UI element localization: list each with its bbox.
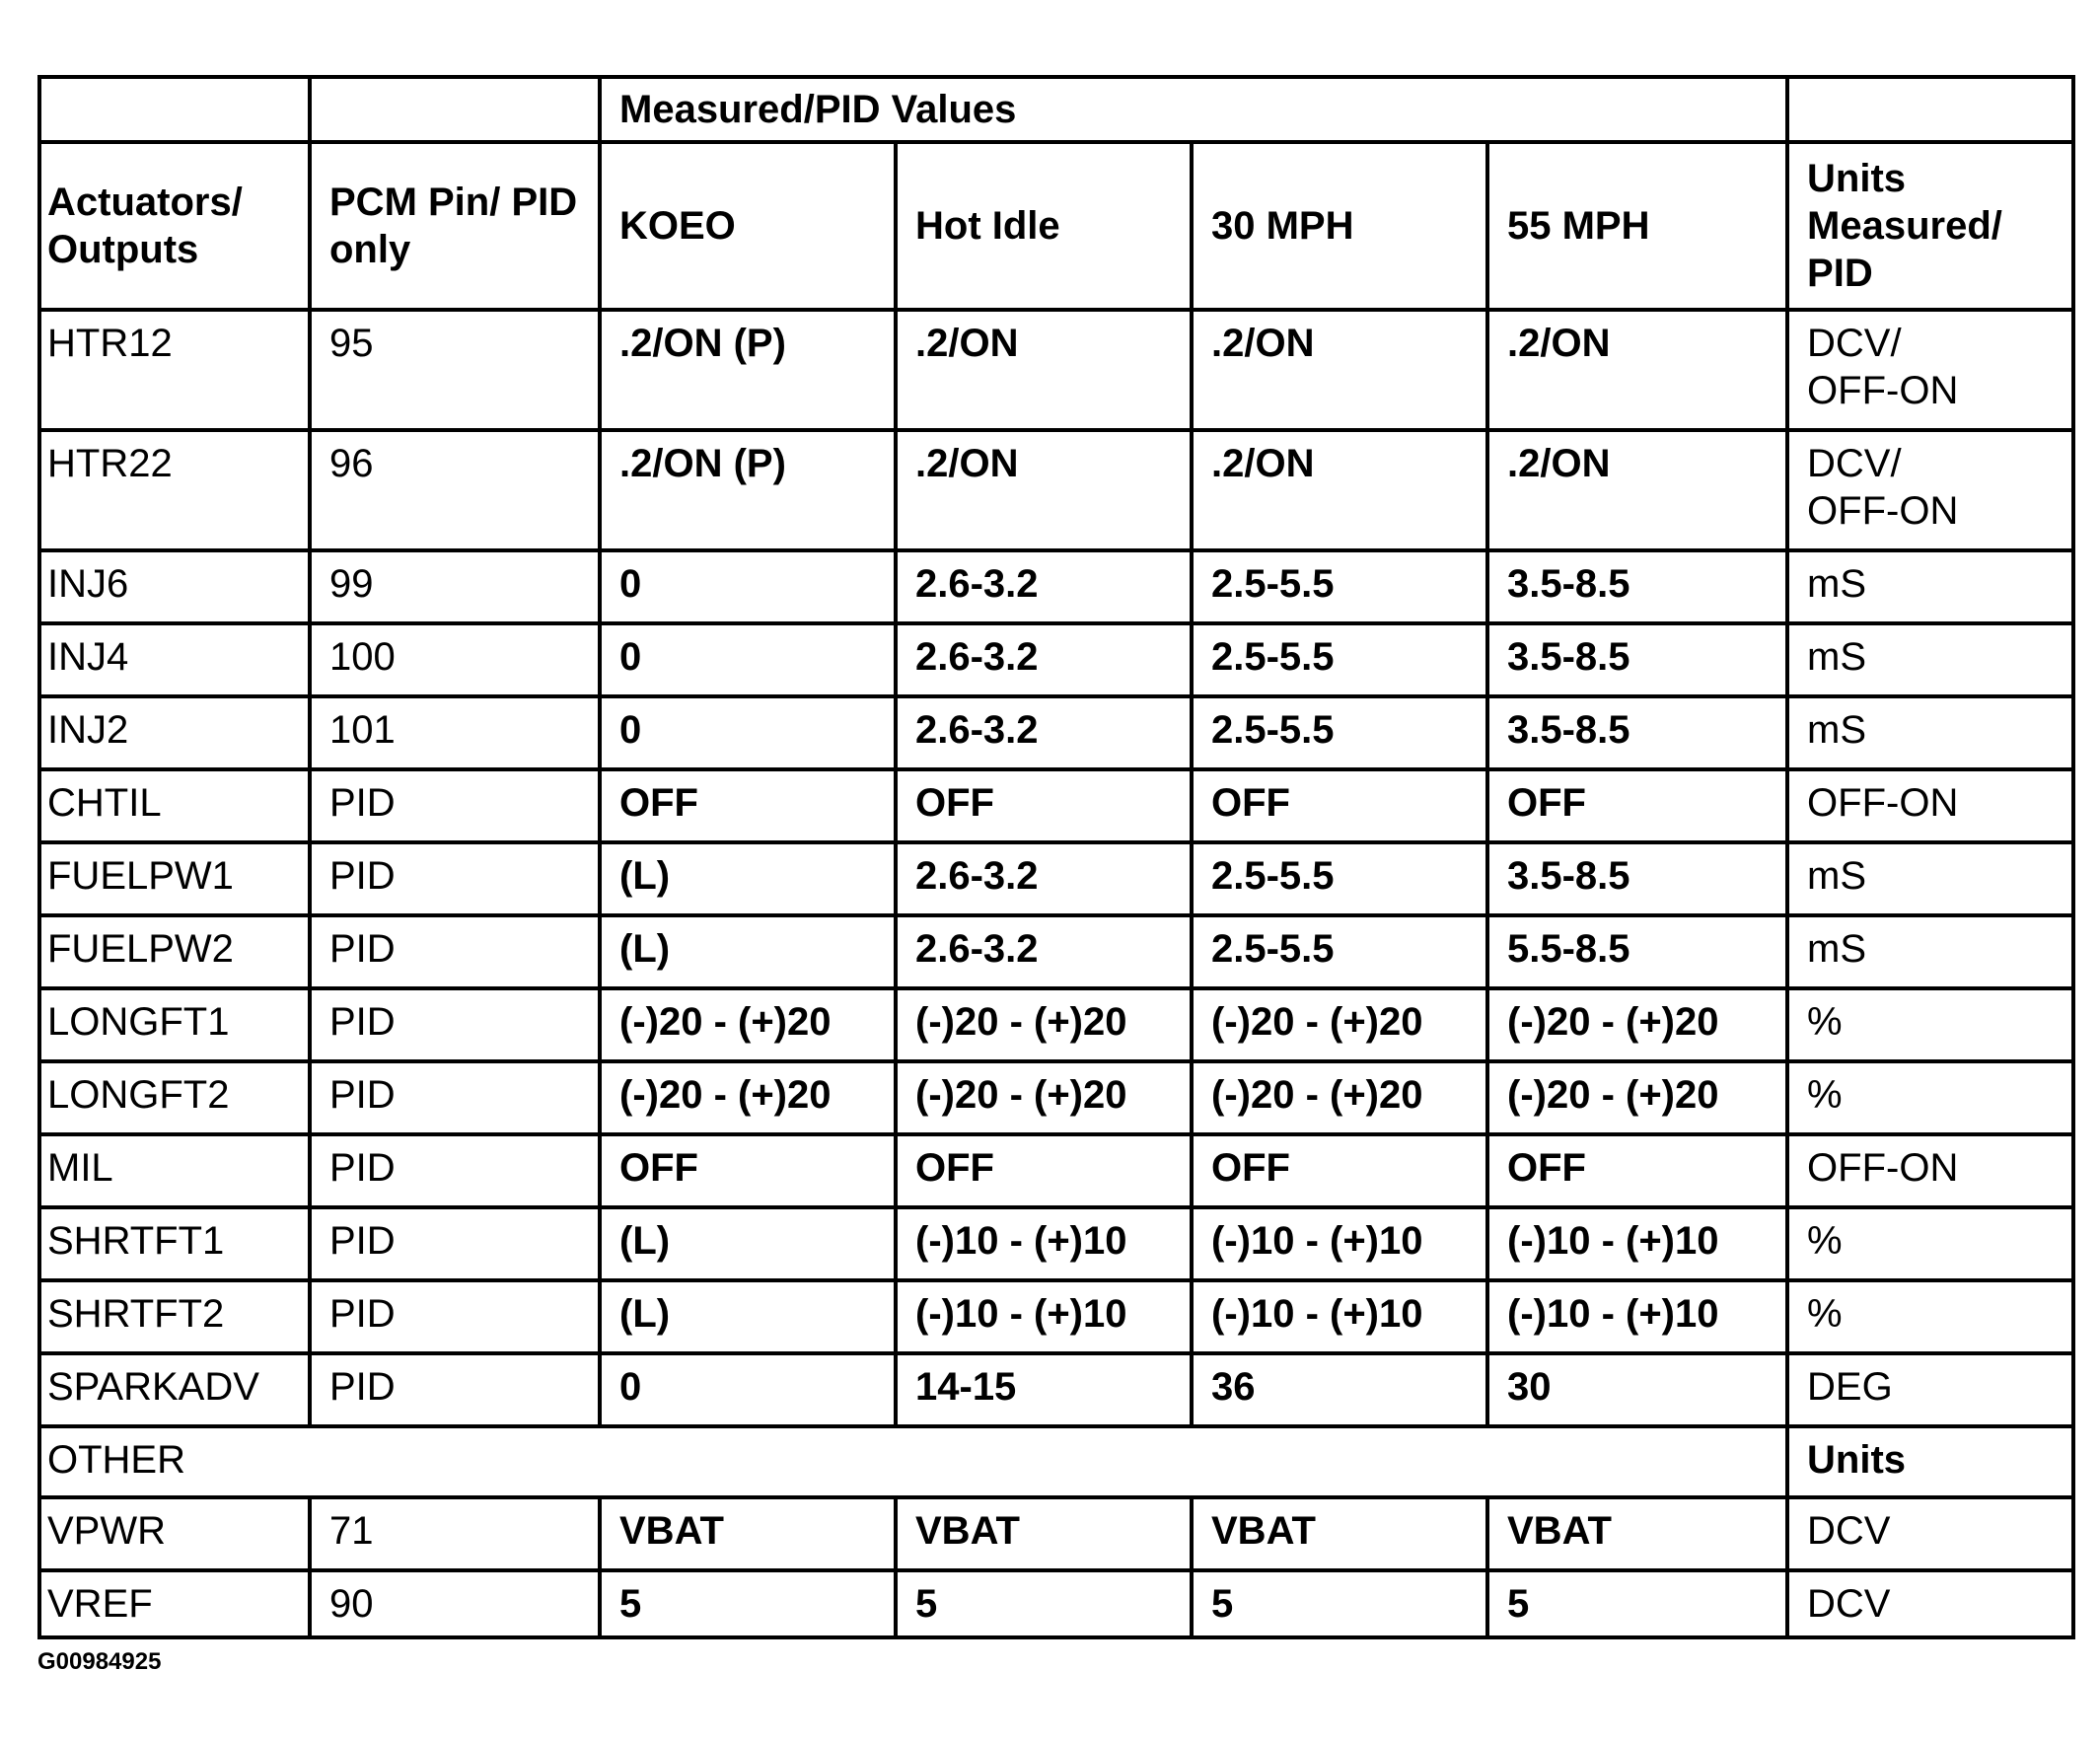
row-koeo-cell: (L): [600, 1280, 896, 1353]
row-hot-idle-cell: (-)20 - (+)20: [896, 988, 1192, 1061]
table-row: [39, 550, 2073, 623]
row-55-mph-cell: (-)10 - (+)10: [1487, 1280, 1787, 1353]
row-name-cell: VREF: [39, 1570, 310, 1637]
table-row: [39, 988, 2073, 1061]
row-koeo-cell: 0: [600, 1353, 896, 1426]
row-pin-cell: 90: [310, 1570, 600, 1637]
row-units-cell: DCV: [1787, 1570, 2073, 1637]
table-row: [39, 1134, 2073, 1207]
table-row: [39, 1280, 2073, 1353]
column-header-units: Units Measured/ PID: [1787, 142, 2073, 310]
row-hot-idle-cell: (-)20 - (+)20: [896, 1061, 1192, 1134]
row-55-mph-cell: OFF: [1487, 1134, 1787, 1207]
row-units-cell: OFF-ON: [1787, 1134, 2073, 1207]
row-hot-idle-cell: 14-15: [896, 1353, 1192, 1426]
table-row: [39, 1353, 2073, 1426]
row-30-mph-cell: .2/ON: [1192, 430, 1487, 550]
row-units-cell: DEG: [1787, 1353, 2073, 1426]
table-row: [39, 1570, 2073, 1637]
row-55-mph-cell: (-)20 - (+)20: [1487, 988, 1787, 1061]
row-hot-idle-cell: 2.6-3.2: [896, 623, 1192, 696]
row-koeo-cell: (L): [600, 915, 896, 988]
table-row: [39, 623, 2073, 696]
row-hot-idle-cell: .2/ON: [896, 310, 1192, 430]
row-name-cell: LONGFT1: [39, 988, 310, 1061]
row-name-cell: FUELPW2: [39, 915, 310, 988]
row-hot-idle-cell: 2.6-3.2: [896, 915, 1192, 988]
row-55-mph-cell: 3.5-8.5: [1487, 696, 1787, 769]
row-hot-idle-cell: 2.6-3.2: [896, 842, 1192, 915]
column-header-row: [39, 142, 2073, 310]
row-units-cell: mS: [1787, 696, 2073, 769]
row-hot-idle-cell: .2/ON: [896, 430, 1192, 550]
row-koeo-cell: 0: [600, 623, 896, 696]
row-hot-idle-cell: OFF: [896, 769, 1192, 842]
row-koeo-cell: (-)20 - (+)20: [600, 988, 896, 1061]
row-hot-idle-cell: (-)10 - (+)10: [896, 1280, 1192, 1353]
row-koeo-cell: OFF: [600, 1134, 896, 1207]
row-name-cell: CHTIL: [39, 769, 310, 842]
column-header-55-mph: 55 MPH: [1487, 142, 1787, 310]
row-hot-idle-cell: OFF: [896, 1134, 1192, 1207]
row-pin-cell: PID: [310, 1280, 600, 1353]
row-units-cell: %: [1787, 1280, 2073, 1353]
row-koeo-cell: 5: [600, 1570, 896, 1637]
row-pin-cell: PID: [310, 1353, 600, 1426]
row-pin-cell: PID: [310, 915, 600, 988]
row-units-cell: mS: [1787, 842, 2073, 915]
column-header-actuator: Actuators/ Outputs: [39, 142, 310, 310]
table-row: [39, 1061, 2073, 1134]
row-55-mph-cell: 5: [1487, 1570, 1787, 1637]
row-pin-cell: PID: [310, 769, 600, 842]
specification-table: [37, 75, 2075, 1639]
group-header-measured-pid-values: Measured/PID Values: [600, 77, 1787, 142]
row-30-mph-cell: (-)20 - (+)20: [1192, 1061, 1487, 1134]
figure-id: G00984925: [37, 1648, 162, 1675]
row-hot-idle-cell: (-)10 - (+)10: [896, 1207, 1192, 1280]
column-header-koeo: KOEO: [600, 142, 896, 310]
row-pin-cell: 101: [310, 696, 600, 769]
row-units-cell: OFF-ON: [1787, 769, 2073, 842]
row-55-mph-cell: OFF: [1487, 769, 1787, 842]
row-name-cell: INJ2: [39, 696, 310, 769]
table-row: [39, 310, 2073, 430]
row-name-cell: HTR12: [39, 310, 310, 430]
other-section-label: OTHER: [39, 1426, 1787, 1497]
row-55-mph-cell: (-)20 - (+)20: [1487, 1061, 1787, 1134]
row-30-mph-cell: OFF: [1192, 769, 1487, 842]
row-pin-cell: 99: [310, 550, 600, 623]
row-pin-cell: 95: [310, 310, 600, 430]
row-55-mph-cell: VBAT: [1487, 1497, 1787, 1570]
row-koeo-cell: VBAT: [600, 1497, 896, 1570]
row-units-cell: DCV/ OFF-ON: [1787, 430, 2073, 550]
row-koeo-cell: (-)20 - (+)20: [600, 1061, 896, 1134]
row-30-mph-cell: 36: [1192, 1353, 1487, 1426]
row-koeo-cell: .2/ON (P): [600, 430, 896, 550]
group-header-row: [39, 77, 2073, 142]
row-name-cell: SHRTFT1: [39, 1207, 310, 1280]
row-units-cell: DCV/ OFF-ON: [1787, 310, 2073, 430]
table-row: [39, 769, 2073, 842]
row-hot-idle-cell: VBAT: [896, 1497, 1192, 1570]
row-30-mph-cell: (-)10 - (+)10: [1192, 1280, 1487, 1353]
row-pin-cell: PID: [310, 1134, 600, 1207]
row-name-cell: INJ4: [39, 623, 310, 696]
row-30-mph-cell: 5: [1192, 1570, 1487, 1637]
row-55-mph-cell: 3.5-8.5: [1487, 623, 1787, 696]
row-30-mph-cell: 2.5-5.5: [1192, 623, 1487, 696]
row-koeo-cell: OFF: [600, 769, 896, 842]
row-hot-idle-cell: 5: [896, 1570, 1192, 1637]
row-pin-cell: 96: [310, 430, 600, 550]
row-koeo-cell: 0: [600, 696, 896, 769]
row-55-mph-cell: .2/ON: [1487, 310, 1787, 430]
row-30-mph-cell: OFF: [1192, 1134, 1487, 1207]
row-pin-cell: PID: [310, 988, 600, 1061]
row-units-cell: %: [1787, 1061, 2073, 1134]
row-units-cell: mS: [1787, 623, 2073, 696]
row-55-mph-cell: 3.5-8.5: [1487, 842, 1787, 915]
empty-header-cell: [39, 77, 310, 142]
row-hot-idle-cell: 2.6-3.2: [896, 696, 1192, 769]
row-pin-cell: PID: [310, 1061, 600, 1134]
table-row: [39, 915, 2073, 988]
row-55-mph-cell: .2/ON: [1487, 430, 1787, 550]
row-name-cell: VPWR: [39, 1497, 310, 1570]
table-row: [39, 1207, 2073, 1280]
table-row: [39, 1497, 2073, 1570]
row-55-mph-cell: (-)10 - (+)10: [1487, 1207, 1787, 1280]
column-header-hot-idle: Hot Idle: [896, 142, 1192, 310]
column-header-pcm-pin: PCM Pin/ PID only: [310, 142, 600, 310]
row-30-mph-cell: 2.5-5.5: [1192, 842, 1487, 915]
table-row: [39, 430, 2073, 550]
row-units-cell: %: [1787, 988, 2073, 1061]
row-30-mph-cell: .2/ON: [1192, 310, 1487, 430]
row-55-mph-cell: 3.5-8.5: [1487, 550, 1787, 623]
row-30-mph-cell: 2.5-5.5: [1192, 915, 1487, 988]
empty-header-cell: [310, 77, 600, 142]
row-55-mph-cell: 5.5-8.5: [1487, 915, 1787, 988]
row-55-mph-cell: 30: [1487, 1353, 1787, 1426]
other-section-units-label: Units: [1787, 1426, 2073, 1497]
row-name-cell: MIL: [39, 1134, 310, 1207]
row-30-mph-cell: 2.5-5.5: [1192, 550, 1487, 623]
row-pin-cell: PID: [310, 1207, 600, 1280]
other-section-row: [39, 1426, 2073, 1497]
row-koeo-cell: 0: [600, 550, 896, 623]
row-hot-idle-cell: 2.6-3.2: [896, 550, 1192, 623]
table-row: [39, 842, 2073, 915]
row-name-cell: SHRTFT2: [39, 1280, 310, 1353]
row-pin-cell: 71: [310, 1497, 600, 1570]
row-30-mph-cell: VBAT: [1192, 1497, 1487, 1570]
row-30-mph-cell: (-)10 - (+)10: [1192, 1207, 1487, 1280]
row-name-cell: HTR22: [39, 430, 310, 550]
row-30-mph-cell: (-)20 - (+)20: [1192, 988, 1487, 1061]
row-koeo-cell: (L): [600, 842, 896, 915]
table-row: [39, 696, 2073, 769]
row-name-cell: SPARKADV: [39, 1353, 310, 1426]
row-pin-cell: 100: [310, 623, 600, 696]
row-name-cell: FUELPW1: [39, 842, 310, 915]
row-koeo-cell: .2/ON (P): [600, 310, 896, 430]
row-koeo-cell: (L): [600, 1207, 896, 1280]
row-name-cell: INJ6: [39, 550, 310, 623]
column-header-30-mph: 30 MPH: [1192, 142, 1487, 310]
empty-header-cell: [1787, 77, 2073, 142]
row-units-cell: %: [1787, 1207, 2073, 1280]
row-units-cell: DCV: [1787, 1497, 2073, 1570]
row-units-cell: mS: [1787, 915, 2073, 988]
row-pin-cell: PID: [310, 842, 600, 915]
row-units-cell: mS: [1787, 550, 2073, 623]
row-30-mph-cell: 2.5-5.5: [1192, 696, 1487, 769]
row-name-cell: LONGFT2: [39, 1061, 310, 1134]
